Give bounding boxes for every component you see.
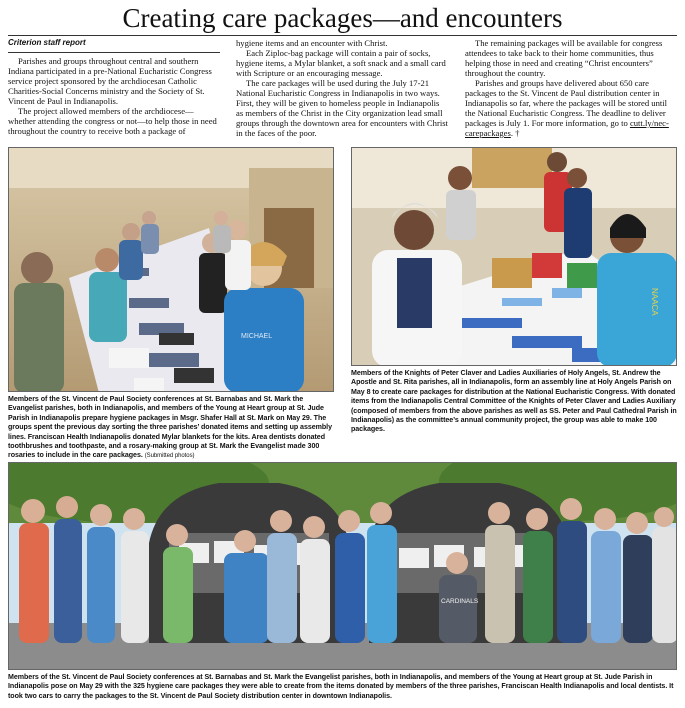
caption-photo-3: Members of the St. Vincent de Paul Society conferences at St. Barnabas and St. Mark the Evangelist parishes, both in Indianapolis, and members of the Young at Heart group at St. Jude Parish in Indianapolis pose on May 29 with the 325 hygiene care packages they were able to create from the items donated by members of the three parishes, Franciscan Health Indianapolis and local dentists. It took two cars to carry the packages to the St. Vincent de Paul Society distribution center in downtown Indianapolis. (8, 673, 674, 700)
caption-photo-1: Members of the St. Vincent de Paul Society conferences at St. Barnabas and St. Mark the Evangelist parishes, both in Indianapolis, and members of the Young at Heart group at St. Jude Parish in Indianapolis prepare hygiene packages in Msgr. Shafer Hall at St. Mark on May 29. The groups spent the previous day sorting the three parishes’ donated items and setting up assembly lines. Franciscan Health Indianapolis donated Mylar blankets for the kits. Area dentists donated toothbrushes and toothpaste, and a rosary-making group at St. Mark the Evangelist made 300 rosaries to include in the care packages. (Submitted photos) (8, 395, 332, 460)
shirt-text-2: NAACA (650, 288, 659, 316)
byline-rule (8, 52, 220, 53)
paragraph: hygiene items and an encounter with Christ. (236, 38, 388, 48)
headline-rule (8, 35, 677, 36)
article-column-3 (465, 38, 677, 138)
byline: Criterion staff report (8, 38, 86, 47)
photo-assembly-hall (8, 147, 334, 392)
paragraph: The care packages will be used during the July 17-21 National Eucharistic Congress in Indianapolis in two ways. First, they will be given to homeless people in Indianapolis as members of the Christ in the City organization lead small groups through the downtown area for encounters with Christ in the faces of the poor. (236, 78, 448, 138)
article-column-1 (8, 38, 220, 136)
paragraph: Parishes and groups have delivered about 650 care packages to the St. Vincent de Paul distribution center in Indianapolis so far, where the packages will be stored until the National Eucharistic Congress. The deadline to deliver packages is July 1. For more information, go to cutt.ly/nec-carepackages. † (465, 78, 669, 138)
photo-credit: (Submitted photos) (144, 453, 195, 460)
paragraph: The project allowed members of the archdiocese—whether attending the congress or not—to help those in need throughout the country to receive both a package of (8, 106, 217, 136)
headline: Creating care packages—and encounters (122, 3, 563, 33)
info-link[interactable]: cutt.ly/nec-carepackages (465, 118, 669, 138)
photo-holy-angels (351, 147, 677, 366)
paragraph: Parishes and groups throughout central and southern Indiana participated in a pre-National Eucharistic Congress service project sponsored by the archdiocesan Catholic Charities-Social Concerns ministry and the Society of St. Vincent de Paul in Indianapolis. (8, 56, 212, 106)
paragraph: The remaining packages will be available for congress attendees to take back to their home communities, thus helping those in need and creating “Christ encounters” throughout the country. (465, 38, 663, 78)
paragraph: Each Ziploc-bag package will contain a pair of socks, hygiene items, a Mylar blanket, a soft snack and a small card with Scripture or an encouraging message. (236, 48, 446, 78)
shirt-text-3: CARDINALS (441, 598, 479, 605)
photo-group-cars (8, 462, 677, 670)
article-column-2 (236, 38, 448, 138)
shirt-text-1: MICHAEL (241, 333, 273, 340)
caption-photo-2: Members of the Knights of Peter Claver and Ladies Auxiliaries of Holy Angels, St. Andrew the Apostle and St. Rita parishes, all in Indianapolis, form an assembly line at Holy Angels Parish on May 8 to create care packages for distribution at the National Eucharistic Congress. With donated items from the Indianapolis Central Committee of the Knights of Peter Claver and Ladies Auxiliary (composed of members from the above parishes as well as SS. Peter and Paul Cathedral Parish in Indianapolis) as the committee’s annual community project, the group was able to make 100 packages. (351, 369, 677, 434)
